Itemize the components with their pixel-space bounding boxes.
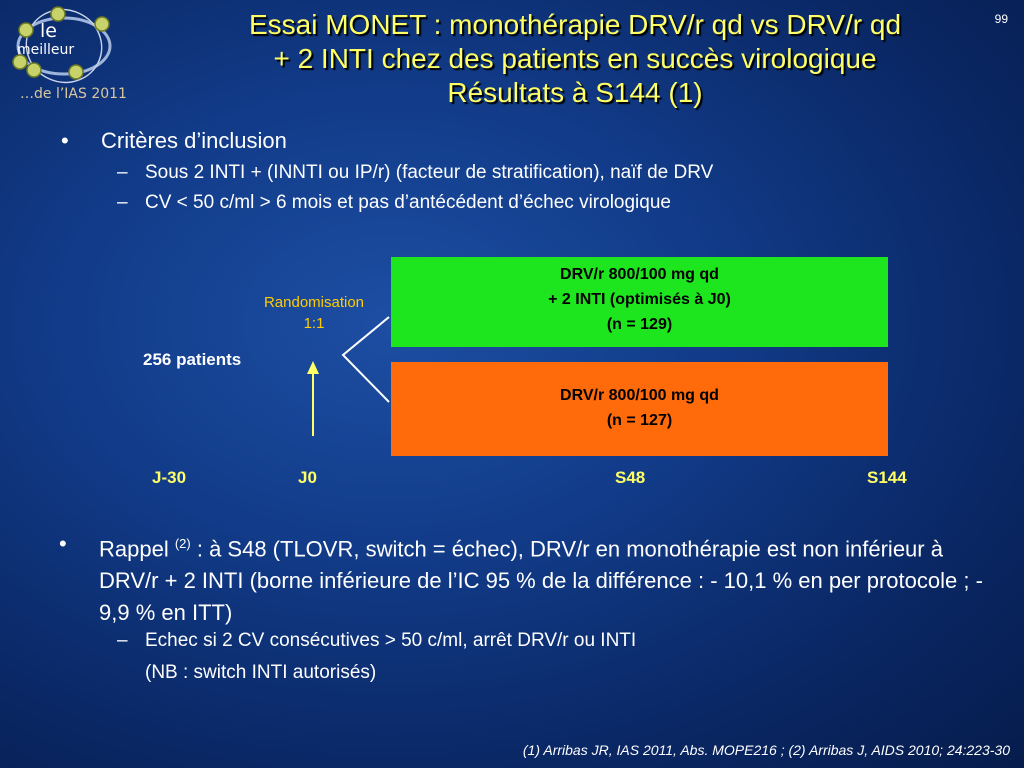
rappel-subitem — [117, 630, 637, 652]
timeline-s144: S144 — [867, 468, 907, 487]
timeline-j0: J0 — [298, 468, 317, 487]
dash-icon: – — [117, 192, 128, 213]
arm-line: DRV/r 800/100 mg qd — [560, 266, 719, 283]
bullet-dot-icon: • — [61, 128, 69, 153]
slide-number: 99 — [994, 12, 1008, 26]
patients-count: 256 patients — [143, 350, 242, 369]
arm-line: + 2 INTI (optimisés à J0) — [548, 291, 731, 308]
title-line-2: + 2 INTI chez des patients en succès virologique — [273, 43, 877, 74]
logo-word-le: le — [40, 20, 57, 42]
rappel-paragraph — [59, 528, 999, 629]
timeline-s48: S48 — [615, 468, 646, 487]
rappel-ref-sup: (2) — [174, 536, 191, 551]
title-line-3: Résultats à S144 (1) — [447, 77, 703, 108]
arm-line: (n = 127) — [606, 412, 673, 429]
logo-subtitle: …de l’IAS 2011 — [20, 86, 127, 102]
arm-line: (n = 129) — [606, 316, 673, 333]
inclusion-item-text: CV < 50 c/ml > 6 mois et pas d’antécédent d’échec virologique — [145, 192, 671, 213]
timeline-j-30: J-30 — [152, 468, 187, 487]
dash-icon: – — [117, 162, 128, 183]
references: (1) Arribas JR, IAS 2011, Abs. MOPE216 ; (2) Arribas J, AIDS 2010; 24:223-30 — [522, 742, 1010, 758]
randomisation-branch — [343, 317, 389, 402]
inclusion-heading-text: Critères d’inclusion — [101, 128, 287, 153]
randomisation-ratio: 1:1 — [303, 315, 325, 332]
dash-icon: – — [117, 630, 128, 651]
arm-drv-mono — [391, 362, 888, 456]
arm-line: DRV/r 800/100 mg qd — [560, 387, 719, 404]
arm-drv-plus-inti — [391, 257, 888, 347]
bullet-dot-icon: • — [59, 531, 67, 556]
inclusion-item-text: Sous 2 INTI + (INNTI ou IP/r) (facteur de stratification), naïf de DRV — [145, 162, 714, 183]
rappel-subitem-line2: (NB : switch INTI autorisés) — [145, 662, 377, 683]
title-line-1: Essai MONET : monothérapie DRV/r qd vs DRV/r qd — [248, 9, 902, 40]
logo-word-meilleur: meilleur — [17, 42, 75, 58]
rappel-subitem-line1: Echec si 2 CV consécutives > 50 c/ml, arrêt DRV/r ou INTI — [145, 630, 637, 651]
rappel-text: : à S48 (TLOVR, switch = échec), DRV/r en monothérapie est non inférieur à DRV/r + 2 INTI (borne inférieure de l’IC 95 % de la différence : - 10,1 % en per protocole ; - 9,9 % en ITT) — [99, 536, 983, 626]
rappel-prefix: Rappel — [99, 536, 175, 562]
randomisation-word: Randomisation — [263, 294, 365, 311]
j0-arrowhead-icon — [307, 361, 319, 374]
